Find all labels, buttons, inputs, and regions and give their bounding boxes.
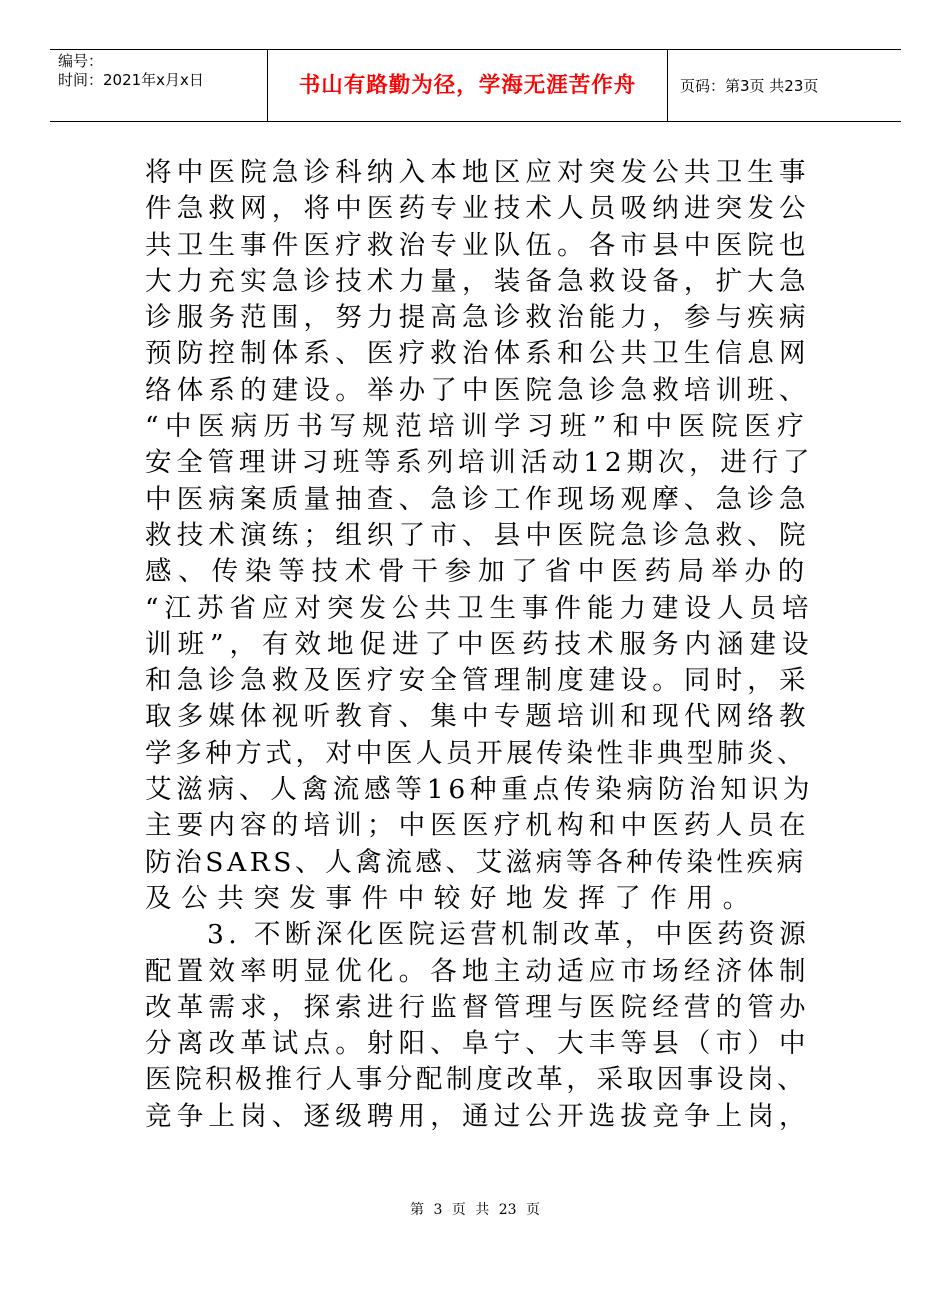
- text-line: 分离改革试点。射阳、阜宁、大丰等县（市）中: [145, 1028, 811, 1060]
- text-line: “江苏省应对突发公共卫生事件能力建设人员培: [145, 592, 815, 624]
- text-line: 主要内容的培训；中医医疗机构和中医药人员在: [145, 810, 811, 842]
- document-body: [145, 155, 815, 1135]
- text-line: 络体系的建设。举办了中医院急诊急救培训班、: [145, 374, 811, 406]
- text-line: 诊服务范围，努力提高急诊救治能力，参与疾病: [145, 302, 811, 334]
- text-line: 大力充实急诊技术力量，装备急救设备，扩大急: [145, 265, 811, 297]
- header-divider: [667, 50, 668, 121]
- text-line: 和急诊急救及医疗安全管理制度建设。同时，采: [145, 665, 811, 697]
- serial-number-label: 编号：: [58, 52, 104, 70]
- header-meta: [58, 52, 268, 90]
- text-line: 取多媒体视听教育、集中专题培训和现代网络教: [145, 701, 811, 733]
- page-footer: 第 3 页 共 23 页: [410, 1202, 540, 1218]
- text-line: 配置效率明显优化。各地主动适应市场经济体制: [145, 955, 811, 987]
- text-line: 救技术演练；组织了市、县中医院急诊急救、院: [145, 519, 811, 551]
- header-motto: 书山有路勤为径，学海无涯苦作舟: [298, 73, 637, 98]
- text-line: 艾滋病、人禽流感等16种重点传染病防治知识为: [145, 774, 815, 806]
- date-label: 时间：2021年x月x日: [58, 71, 204, 89]
- text-line: 训班”，有效地促进了中医药技术服务内涵建设: [145, 628, 815, 660]
- text-line: 改革需求，探索进行监督管理与医院经营的管办: [145, 991, 811, 1023]
- text-line: 及公共突发事件中较好地发挥了作用。: [145, 882, 759, 914]
- text-line: 件急救网，将中医药专业技术人员吸纳进突发公: [145, 193, 811, 225]
- text-line: “中医病历书写规范培训学习班”和中医院医疗: [145, 411, 810, 443]
- text-line: 安全管理讲习班等系列培训活动12期次，进行了: [145, 447, 815, 479]
- text-line: 感、传染等技术骨干参加了省中医药局举办的: [145, 556, 811, 588]
- text-line: 竞争上岗、逐级聘用，通过公开选拔竞争上岗，: [145, 1100, 811, 1132]
- paragraph-start-line: 3. 不断深化医院运营机制改革，中医药资源: [207, 919, 811, 951]
- text-line: 中医病案质量抽查、急诊工作现场观摩、急诊急: [145, 483, 811, 515]
- text-line: 将中医院急诊科纳入本地区应对突发公共卫生事: [145, 157, 811, 188]
- text-line: 医院积极推行人事分配制度改革，采取因事设岗、: [145, 1064, 808, 1096]
- header-page-code: 页码：第3页 共23页: [680, 77, 819, 95]
- page-header: [50, 49, 901, 122]
- text-line: 学多种方式，对中医人员开展传染性非典型肺炎、: [145, 737, 808, 769]
- text-line: 防治SARS、人禽流感、艾滋病等各种传染性疾病: [145, 846, 807, 878]
- text-line: 预防控制体系、医疗救治体系和公共卫生信息网: [145, 338, 811, 370]
- text-line: 共卫生事件医疗救治专业队伍。各市县中医院也: [145, 229, 811, 261]
